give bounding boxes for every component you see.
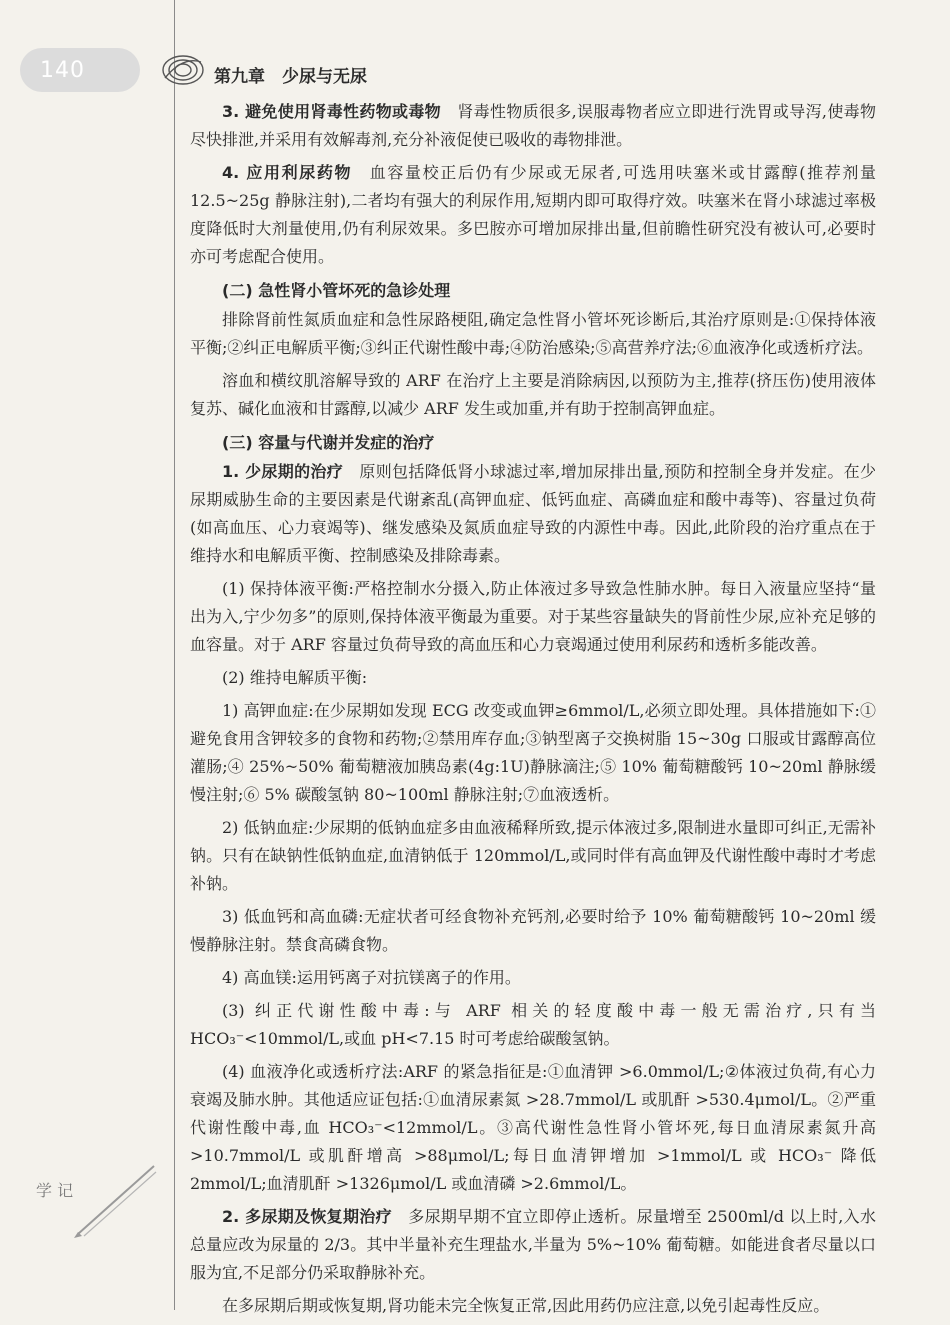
paragraph-recovery: 在多尿期后期或恢复期,肾功能未完全恢复正常,因此用药仍应注意,以免引起毒性反应。 [222, 1296, 830, 1315]
notes-area [20, 1160, 160, 1240]
section2-paragraph-2: 溶血和横纹肌溶解导致的 ARF 在治疗上主要是消除病因,以预防为主,推荐(挤压伤)使用液体复苏、碱化血液和甘露醇,以减少 ARF 发生或加重,并有助于控制高钾血症。 [190, 371, 876, 418]
item4-text: 血容量校正后仍有少尿或无尿者,可选用呋塞米或甘露醇(推荐剂量12.5~25g 静脉注射),二者均有强大的利尿作用,短期内即可取得疗效。呋塞米在肾小球滤过率极度降低时大剂量使用,仍有利尿效果。多巴胺亦可增加尿排出量,但前瞻性研究没有被认可,必要时亦可考虑配合使用。 [190, 163, 876, 266]
notes-label: 学 记 [36, 1181, 74, 1200]
section2-paragraph-1: 排除肾前性氮质血症和急性尿路梗阻,确定急性肾小管坏死诊断后,其治疗原则是:①保持体液平衡;②纠正电解质平衡;③纠正代谢性酸中毒;④防治感染;⑤高营养疗法;⑥血液净化或透析疗法。 [190, 310, 876, 357]
polyuria-heading: 2. 多尿期及恢复期治疗 [222, 1207, 392, 1226]
paragraph-hyponatremia: 2) 低钠血症:少尿期的低钠血症多由血液稀释所致,提示体液过多,限制进水量即可纠正,无需补钠。只有在缺钠性低钠血症,血清钠低于 120mmol/L,或同时伴有高血钾及代谢性酸中毒时才考虑补钠。 [190, 818, 876, 893]
paragraph-acidosis: (3) 纠正代谢性酸中毒:与 ARF 相关的轻度酸中毒一般无需治疗,只有当 HCO₃⁻<10mmol/L,或血 pH<7.15 时可考虑给碳酸氢钠。 [190, 1001, 876, 1048]
pen-icon [70, 1160, 160, 1240]
page-number: 140 [40, 58, 85, 83]
paragraph-hyperkalemia: 1) 高钾血症:在少尿期如发现 ECG 改变或血钾≥6mmol/L,必须立即处理。具体措施如下:①避免食用含钾较多的食物和药物;②禁用库存血;③钠型离子交换树脂 15~30g 口服或甘露醇高位灌肠;④ 25%~50% 葡萄糖液加胰岛素(4g:1U)静脉滴注;⑤ 10% 葡萄糖酸钙 10~20ml 静脉缓慢注射;⑥ 5% 碳酸氢钠 80~100ml 静脉注射;⑦血液透析。 [190, 701, 876, 804]
swirl-icon [160, 50, 206, 90]
section3-heading: (三) 容量与代谢并发症的治疗 [222, 433, 435, 452]
oliguria-heading: 1. 少尿期的治疗 [222, 462, 344, 481]
chapter-title: 第九章 少尿与无尿 [214, 67, 367, 87]
paragraph-fluid-balance: (1) 保持体液平衡:严格控制水分摄入,防止体液过多导致急性肺水肿。每日入液量应坚持“量出为入,宁少勿多”的原则,保持体液平衡最为重要。对于某些容量缺失的肾前性少尿,应补充足够的血容量。对于 ARF 容量过负荷导致的高血压和心力衰竭通过使用利尿药和透析多能改善。 [190, 579, 876, 654]
item3-heading: 3. 避免使用肾毒性药物或毒物 [222, 102, 442, 121]
item3-text: 肾毒性物质很多,误服毒物者应立即进行洗胃或导泻,使毒物尽快排泄,并采用有效解毒剂,充分补液促使已吸收的毒物排泄。 [190, 102, 876, 149]
paragraph-item4 [190, 159, 876, 271]
paragraph-polyuria [190, 1203, 876, 1287]
paragraph-oliguria [190, 458, 876, 570]
item4-heading: 4. 应用利尿药物 [222, 163, 353, 182]
paragraph-dialysis: (4) 血液净化或透析疗法:ARF 的紧急指征是:①血清钾 >6.0mmol/L;②体液过负荷,有心力衰竭及肺水肿。其他适应证包括:①血清尿素氮 >28.7mmol/L 或肌酐 >530.4μmol/L。②严重代谢性酸中毒,血 HCO₃⁻<12mmol/L。③高代谢性急性肾小管坏死,每日血清尿素氮升高 >10.7mmol/L 或肌酐增高 >88μmol/L;每日血清钾增加 >1mmol/L 或 HCO₃⁻ 降低 2mmol/L;血清肌酐 >1326μmol/L 或血清磷 >2.6mmol/L。 [190, 1062, 876, 1193]
paragraph-hypocalcemia: 3) 低血钙和高血磷:无症状者可经食物补充钙剂,必要时给予 10% 葡萄糖酸钙 10~20ml 缓慢静脉注射。禁食高磷食物。 [190, 907, 876, 954]
paragraph-item3 [190, 98, 876, 154]
polyuria-text: 多尿期早期不宜立即停止透析。尿量增至 2500ml/d 以上时,入水总量应改为尿量的 2/3。其中半量补充生理盐水,半量为 5%~10% 葡萄糖。如能进食者尽量以口服为宜,不足部分仍采取静脉补充。 [190, 1207, 876, 1282]
margin-rule [174, 0, 175, 1310]
page-content [190, 98, 876, 1325]
section2-heading: (二) 急性肾小管坏死的急诊处理 [222, 281, 451, 300]
oliguria-text: 原则包括降低肾小球滤过率,增加尿排出量,预防和控制全身并发症。在少尿期威胁生命的主要因素是代谢紊乱(高钾血症、低钙血症、高磷血症和酸中毒等)、容量过负荷(如高血压、心力衰竭等)、继发感染及氮质血症导致的内源性中毒。因此,此阶段的治疗重点在于维持水和电解质平衡、控制感染及排除毒素。 [190, 462, 876, 565]
paragraph-electrolyte: (2) 维持电解质平衡: [222, 668, 368, 687]
paragraph-hypermagnesemia: 4) 高血镁:运用钙离子对抗镁离子的作用。 [222, 968, 521, 987]
